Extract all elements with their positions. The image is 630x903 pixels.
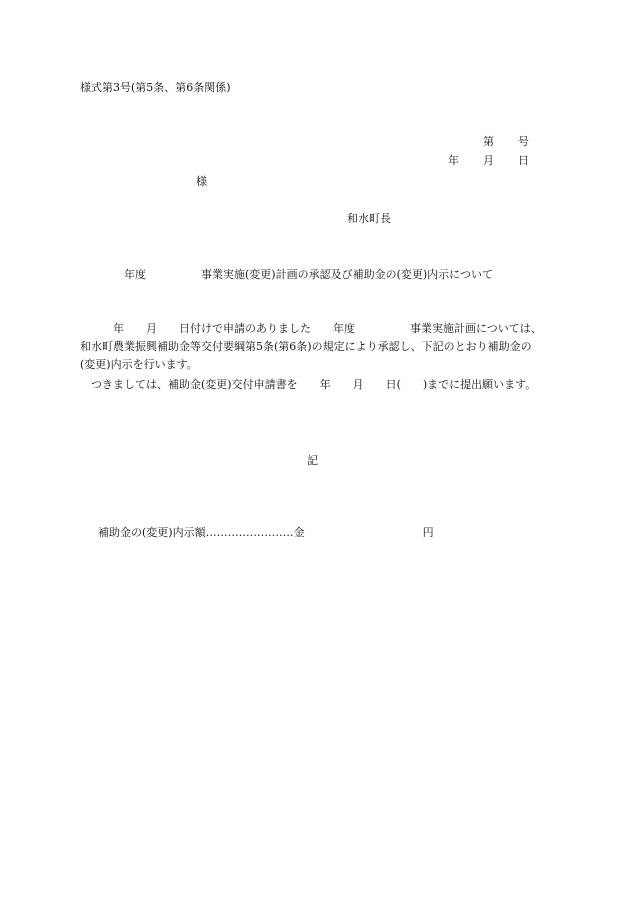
recipient-honorific: 様 bbox=[196, 175, 207, 188]
body-paragraph-1: 年 月 日付けで申請のありました 年度 事業実施計画については、和水町農業振興補助金等交付要綱第5条(第6条)の規定により承認し、下記のとおり補助金の(変更)内示を行います。 bbox=[80, 322, 542, 371]
doc-number-prefix: 第 bbox=[483, 135, 494, 148]
amount-line bbox=[91, 509, 434, 541]
form-label: 様式第3号(第5条、第6条関係) bbox=[80, 81, 231, 94]
date-month: 月 bbox=[483, 154, 494, 167]
date-day: 日 bbox=[518, 154, 529, 167]
document-date bbox=[441, 137, 529, 169]
issuer: 和水町長 bbox=[347, 212, 391, 225]
amount-label: 補助金の(変更)内示額…………………… bbox=[98, 526, 294, 539]
amount-unit: 円 bbox=[422, 526, 434, 539]
ki-heading: 記 bbox=[307, 454, 318, 467]
document-title: 年度 事業実施(変更)計画の承認及び補助金の(変更)内示について bbox=[80, 268, 493, 281]
amount-prefix: 金 bbox=[293, 526, 305, 539]
body-paragraph-2: つきましては、補助金(変更)交付申請書を 年 月 日( )までに提出願います。 bbox=[80, 378, 537, 391]
doc-number-suffix: 号 bbox=[518, 135, 529, 148]
date-year: 年 bbox=[448, 154, 459, 167]
